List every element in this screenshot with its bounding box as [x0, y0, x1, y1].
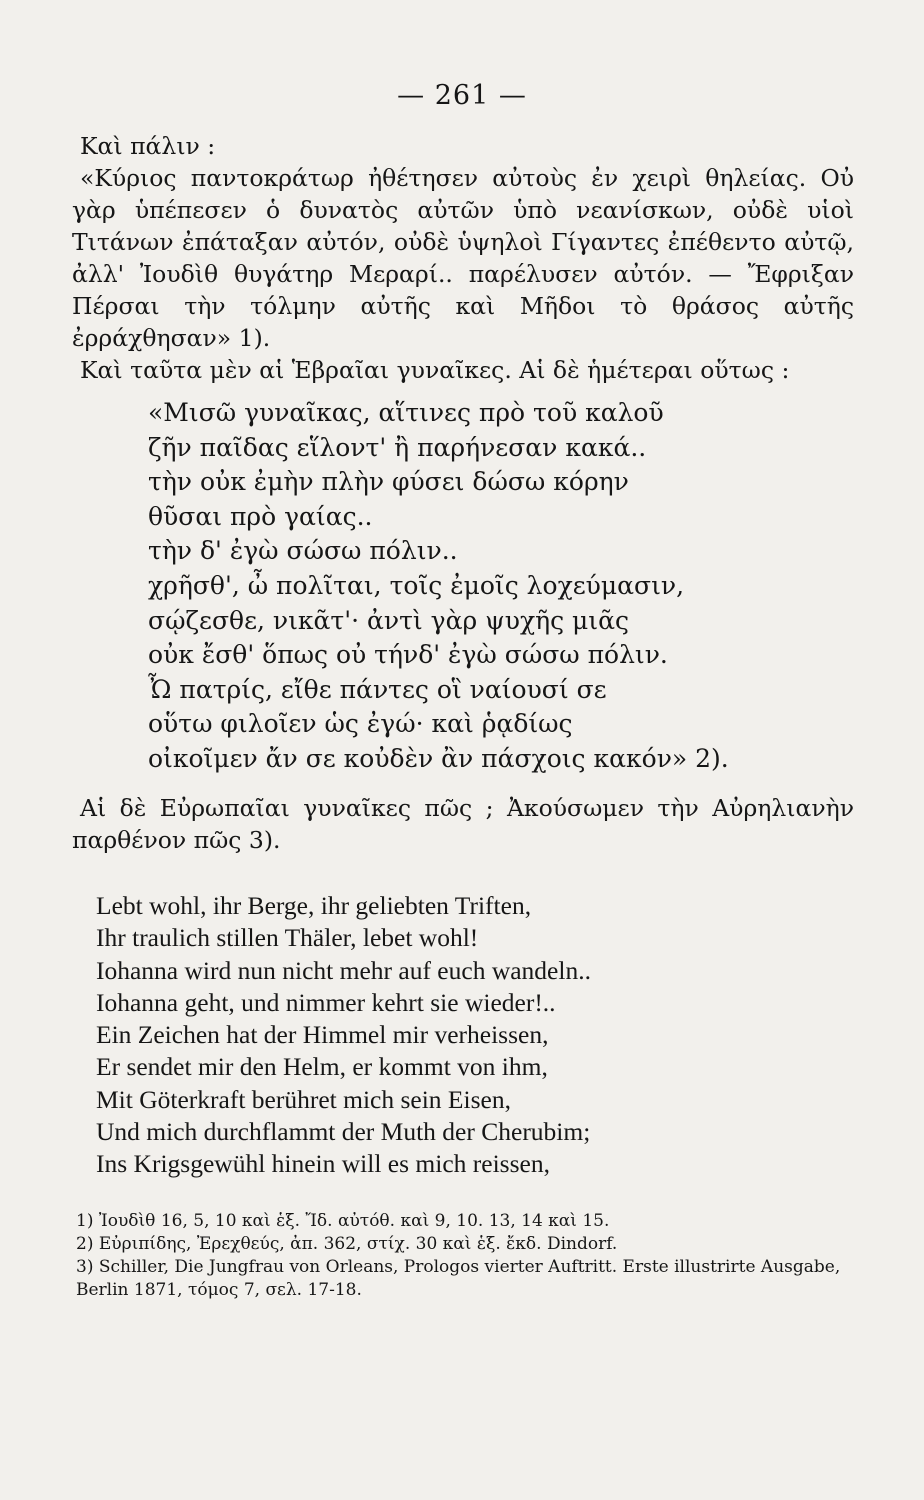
greek-poem-line: χρῆσθ', ὦ πολῖται, τοῖς ἐμοῖς λοχεύμασιν,	[148, 570, 685, 600]
german-poem-line: Und mich durchflammt der Muth der Cherubim;	[96, 1117, 591, 1147]
german-poem-line: Lebt wohl, ihr Berge, ihr geliebten Triften,	[96, 891, 532, 920]
greek-poem-line: οἰκοῖμεν ἄν σε κοὐδὲν ἂν πάσχοις κακόν» 2).	[148, 743, 729, 773]
footnote-1: 1) Ἰουδὶθ 16, 5, 10 καὶ ἑξ. Ἴδ. αὐτόθ. καὶ 9, 10. 13, 14 καὶ 15.	[76, 1211, 610, 1231]
german-poem	[96, 890, 591, 1181]
intro-line: Καὶ πάλιν :	[80, 132, 216, 160]
greek-poem-line: τὴν οὐκ ἐμὴν πλὴν φύσει δώσω κόρην	[148, 467, 629, 497]
european-women-paragraph: Αἱ δὲ Εὐρωπαῖαι γυναῖκες πῶς ; Ἀκούσωμεν τὴν Αὐρηλιανὴν παρθένον πῶς 3).	[72, 794, 854, 854]
greek-poem-line: οὕτω φιλοῖεν ὡς ἐγώ· καὶ ῥᾳδίως	[148, 709, 573, 739]
greek-poem-line: Ὦ πατρίς, εἴθε πάντες οἳ ναίουσί σε	[148, 674, 607, 704]
german-poem-line: Ein Zeichen hat der Himmel mir verheissen,	[96, 1020, 549, 1050]
german-poem-line: Er sendet mir den Helm, er kommt von ihm,	[96, 1052, 548, 1082]
greek-poem-line: οὐκ ἔσθ' ὅπως οὐ τήνδ' ἐγὼ σώσω πόλιν.	[148, 640, 668, 670]
german-poem-line: Mit Göterkraft berühret mich sein Eisen,	[96, 1084, 511, 1114]
page-number: — 261 —	[397, 80, 527, 111]
german-poem-line: Iohanna wird nun nicht mehr auf euch wandeln..	[96, 955, 591, 985]
greek-poem-line: τὴν δ' ἐγὼ σώσω πόλιν..	[148, 536, 458, 566]
hebrew-women-paragraph: Καὶ ταῦτα μὲν αἱ Ἑβραῖαι γυναῖκες. Αἱ δὲ ἡμέτεραι οὕτως :	[80, 356, 790, 384]
intro-section	[72, 130, 854, 386]
footnote-2: 2) Εὐριπίδης, Ἐρεχθεύς, ἀπ. 362, στίχ. 30 καὶ ἑξ. ἔκδ. Dindorf.	[76, 1234, 618, 1254]
footnote-3: 3) Schiller, Die Jungfrau von Orleans, Prologos vierter Auftritt. Erste illustrirte Ausgabe, Berlin 1871, τόμος 7, σελ. 17-18.	[76, 1257, 841, 1300]
greek-poem-line: «Μισῶ γυναῖκας, αἵτινες πρὸ τοῦ καλοῦ	[148, 398, 664, 427]
european-women-section	[72, 792, 854, 856]
german-poem-line: Ihr traulich stillen Thäler, lebet wohl!	[96, 923, 479, 953]
german-poem-line: Ins Krigsgewühl hinein will es mich reissen,	[96, 1149, 550, 1179]
greek-poem-line: σῴζεσθε, νικᾶτ'· ἀντὶ γὰρ ψυχῆς μιᾶς	[148, 605, 629, 635]
footnotes	[56, 1210, 854, 1302]
greek-poem-line: θῦσαι πρὸ γαίας..	[148, 501, 373, 531]
greek-poem	[148, 396, 729, 777]
german-poem-line: Iohanna geht, und nimmer kehrt sie wieder!..	[96, 987, 556, 1017]
judith-quote-paragraph: «Κύριος παντοκράτωρ ἠθέτησεν αὐτοὺς ἐν χειρὶ θηλείας. Οὐ γὰρ ὑπέπεσεν ὁ δυνατὸς αὐτῶν ὑπὸ νεανίσκων, οὐδὲ υἱοὶ Τιτάνων ἐπάταξαν αὐτόν, οὐδὲ ὑψηλοὶ Γίγαντες ἐπέθεντο αὐτῷ, ἀλλ' Ἰουδὶθ θυγάτηρ Μεραρί.. παρέλυσεν αὐτόν. — Ἔφριξαν Πέρσαι τὴν τόλμην αὐτῆς καὶ Μῆδοι τὸ θράσος αὐτῆς ἐρράχθησαν» 1).	[72, 164, 854, 352]
greek-poem-line: ζῆν παῖδας εἵλοντ' ἢ παρήνεσαν κακά..	[148, 432, 647, 462]
